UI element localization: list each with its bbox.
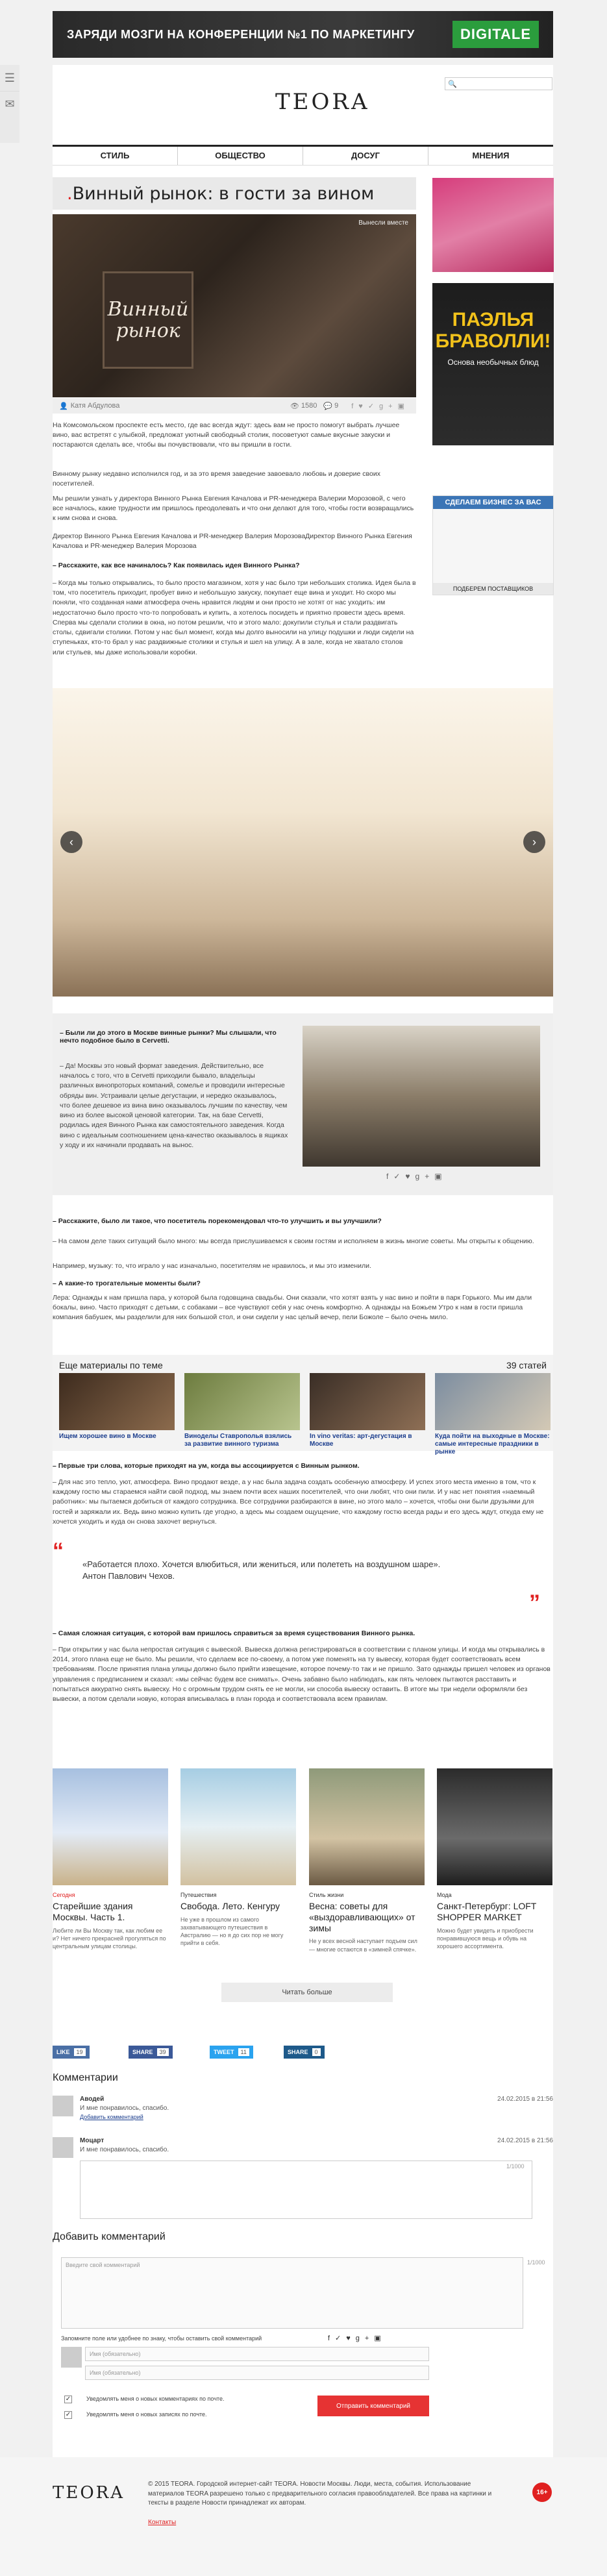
author-name[interactable]: Катя Абдулова [70, 402, 120, 410]
share-vk-button[interactable] [53, 2046, 90, 2059]
card-category: Путешествия [180, 1892, 217, 1898]
ad2-title: ПАЭЛЬЯ БРАВОЛЛИ! [435, 309, 551, 352]
related-image [59, 1373, 175, 1430]
avatar [53, 2137, 73, 2158]
comment-author: Аводей [80, 2096, 105, 2103]
related-count: 39 статей [506, 1360, 547, 1370]
reply-counter: 1/1000 [506, 2163, 525, 2170]
comment-textarea[interactable] [61, 2257, 523, 2329]
related-card[interactable] [435, 1373, 551, 1456]
avatar [61, 2347, 82, 2368]
footer-text: © 2015 TEORA. Городской интернет-сайт TEORA. Новости Москвы. Люди, места, события. Использование материалов TEORA разрешено только с предварительного согласия правообладателей. Все права на картинки и тексты в разделе Новости принадлежат их авторам. [148, 2481, 492, 2507]
hero-image [53, 214, 416, 397]
card-desc: Не у всех весной наступает подъем сил — многие остаются в «зимней спячке». [309, 1938, 417, 1953]
comments-icon: 💬 [323, 402, 335, 410]
comment-date: 24.02.2015 в 21:56 [497, 2096, 553, 2103]
nav-item-opinions[interactable]: МНЕНИЯ [472, 151, 510, 160]
views-count: 1580 [301, 402, 317, 410]
comment-text: И мне понравилось, спасибо. [80, 2105, 169, 2112]
card-desc: Можно будет увидеть и приобрести понравившуюся вещь и обувь на хорошего ассортимента. [437, 1927, 534, 1950]
question: – Были ли до этого в Москве винные рынки? Мы слышали, что нечто подобное было в Cervetti. [60, 1029, 277, 1045]
name-field[interactable]: Имя (обязательно) [85, 2347, 429, 2361]
paragraph: – На самом деле таких ситуаций было много: мы всегда прислушиваемся к своим гостям и исполняем в жизнь многие советы. Мы открыты к общению. [53, 1237, 534, 1245]
mail-icon[interactable]: ✉ [0, 91, 19, 117]
paragraph: – Для нас это тепло, уют, атмосфера. Вино продают везде, а у нас была задача создать особенную атмосферу. И успех этого места именно в том, что к каждому гостю мы стараемся найти свой подход, мы знаем почти всех наших посетителей, что они любят, что они пили. И у нас нет понятия «наемный работник»: мы пытаемся добиться от каждого сотрудника. Все сотрудники разбираются в вине, но этого мало – хочется, чтобы они были друзьями для гостей и заряжали их. Ведь вино можно купить где угодно, а здесь мы создаем ощущение, что каждому гостю всегда рады и его здесь ждут, откуда ему не хочется уходить и куда он снова захочет вернуться. [53, 1478, 544, 1526]
share-label: LIKE [56, 2049, 70, 2055]
card-image [437, 1768, 552, 1885]
related-image [184, 1373, 300, 1430]
paragraph: – Когда мы только открывались, то было просто магазином, хотя у нас было три небольших столика. Идея была в том, что посетитель приходит, пробует вино и небольшую закуску, покупает еще вина и уходит. Но скоро мы поняли, что созданная нами атмосфера очень нравится людям и они просто не хотят от нас уходить: им недостаточно было просто что-то попробовать и купить, а хотелось посидеть и приятно провести здесь время. Сперва мы сделали столики в окна, но потом решили, что и этого мало: докупили стулья и стали раздвигать столы, сдвигали столики. Потом у нас был момент, когда мы долго выносили на улицу подушки и люди сидели на ступеньках, кто-то брал у нас раздвижные столики и стулья и шел на улицу. А в зале, когда не хватало столов или стульев, мы даже использовали коробки. [53, 579, 416, 656]
related-card[interactable] [184, 1373, 300, 1448]
add-comment-title: Добавить комментарий [53, 2231, 166, 2242]
hero-sign: Винный рынок [103, 271, 193, 369]
paragraph: – Да! Москвы это новый формат заведения. Действительно, все началось с того, что в Cervetti приходили бывало, владельцы различных винопроторых компаний, сомелье и проводили интересные обряды вин. Устраивали целые дегустации, и нередко оказывалось, что более дешевое из вина вино оказывалось лучшим по качеству, чем вино из более высокой ценовой категории. Так, на базе Cervetti, родилась идея Винного Рынка как самостоятельного заведения. Когда вино с идеальным соотношением цена-качество оказывалось в ящиках у ходу и их начинали продавать на вынос. [60, 1062, 288, 1149]
card-image [53, 1768, 168, 1885]
card-title[interactable]: Весна: советы для «выздоравливающих» от зимы [309, 1901, 415, 1933]
card-title[interactable]: Свобода. Лето. Кенгуру [180, 1901, 280, 1911]
share-twitter-button[interactable] [210, 2046, 253, 2059]
paragraph: На Комсомольском проспекте есть место, где вас всегда ждут: здесь вам не просто помогут выбрать лучшее вино, вас встретят с улыбкой, предложат уютный свободный столик, посоветуют самые вкусные закуски и постараются сделать все, чтобы вы почувствовали, что вы пришли в гости. [53, 421, 400, 449]
quote-open-icon: “ [53, 1539, 64, 1563]
search-input[interactable] [445, 77, 552, 90]
comment-placeholder: Введите свой комментарий [66, 2262, 140, 2268]
paragraph: – При открытии у нас была непростая ситуация с вывеской. Вывеска должна регистрироваться в соответствии с планом улицы. И когда мы открывались в 2014, этого плана еще не было. Мы решили, что сделаем все по-своему, а потом уже поменять на ту вывеску, которая будет соответствовать всем требованиям. После принятия плана улицы должно было прийти извещение, которое почему-то так и не пришло. Зато однажды пришел человек из органов управления с предписанием и сказал: «мы сейчас будем все снимать». Очень забавно было наблюдать, как пять человек пытаются расставить и попытаться аккуратно снять вывеску. Но с огромным трудом снять ее не могли, ни способа вывеску оставить. В итоге мы три недели оформляли без вывески, а потом сделали новую, которая вписывалась в план города и соответствовала всем правилам. [53, 1646, 551, 1703]
photo-gallery [53, 688, 553, 997]
article-title: . Винный рынок: в гости за вином [53, 177, 416, 210]
share-count: 19 [74, 2048, 86, 2056]
nav-item-style[interactable]: СТИЛЬ [53, 147, 178, 165]
question: – Расскажите, было ли такое, что посетитель порекомендовал что-то улучшить и вы улучшили? [53, 1217, 382, 1225]
card-image [180, 1768, 296, 1885]
comment-date: 24.02.2015 в 21:56 [497, 2137, 553, 2144]
views-icon: 👁 [290, 402, 301, 410]
share-count: 39 [157, 2048, 169, 2056]
card-category: Мода [437, 1892, 452, 1898]
reply-link[interactable]: Добавить комментарий [80, 2114, 143, 2120]
email-field[interactable]: Имя (обязательно) [85, 2366, 429, 2380]
comment-counter: 1/1000 [527, 2259, 545, 2266]
ad3-title: СДЕЛАЕМ БИЗНЕС ЗА ВАС [433, 496, 553, 509]
related-card[interactable] [310, 1373, 425, 1448]
paragraph: Например, музыку: то, что играло у нас изначально, посетителям не нравилось, и мы это изменили. [53, 1262, 371, 1270]
image-caption: Вынесли вместе [358, 219, 408, 227]
paragraph: Винному рынку недавно исполнился год, и за это время заведение завоевало любовь и доверие своих посетителей. [53, 470, 380, 488]
notify-comments-label: Уведомлять меня о новых комментариях по почте. [86, 2396, 225, 2402]
gallery-next-button[interactable]: › [523, 831, 545, 853]
related-articles [53, 1355, 553, 1455]
age-badge: 16+ [532, 2483, 552, 2502]
question: – Расскажите, как все начиналось? Как появилась идея Винного Рынка? [53, 562, 300, 569]
pull-quote [53, 1539, 553, 1623]
read-more-button[interactable]: Читать больше [221, 1983, 393, 2002]
wine-shelf-image [303, 1026, 540, 1167]
related-title: Еще материалы по теме [59, 1360, 163, 1370]
reply-textarea[interactable] [80, 2161, 532, 2219]
question: – А какие-то трогательные моменты были? [53, 1280, 201, 1287]
card-desc: Не уже в прошлом из самого захватывающего путешествия в Австралию — но я до сих пор не могу прийти в себя. [180, 1916, 284, 1947]
avatar [53, 2096, 73, 2116]
nav-item-society[interactable]: ОБЩЕСТВО [178, 147, 303, 165]
contacts-link[interactable]: Контакты [148, 2519, 177, 2526]
comment-author: Моцарт [80, 2137, 105, 2144]
banner-logo: DIGITALE [452, 21, 539, 48]
related-card-title[interactable]: In vino veritas: арт-дегустация в Москве [310, 1433, 412, 1448]
ad3-footer: ПОДБЕРЕМ ПОСТАВЩИКОВ [433, 583, 553, 595]
comment-text: И мне понравилось, спасибо. [80, 2146, 169, 2153]
card-category: Сегодня [53, 1892, 75, 1898]
comments-title: Комментарии [53, 2072, 118, 2083]
comments-count: 9 [334, 402, 339, 410]
notify-comments-checkbox[interactable]: ✓ [65, 2396, 71, 2403]
related-card-title[interactable]: Куда пойти на выходные в Москве: самые интересные праздники в рынке [435, 1433, 550, 1455]
menu-icon[interactable]: ☰ [4, 71, 16, 84]
notify-posts-checkbox[interactable]: ✓ [65, 2411, 71, 2418]
quote-author: Антон Павлович Чехов. [82, 1571, 175, 1581]
question: – Самая сложная ситуация, с которой вам пришлось справиться за время существования Винного рынка. [53, 1629, 415, 1637]
ad-banner-2[interactable] [432, 283, 554, 445]
footer [0, 2457, 607, 2576]
question: – Первые три слова, которые приходят на ум, когда вы ассоциируется с Винным рынком. [53, 1462, 360, 1470]
left-sidebar [0, 65, 19, 143]
related-card-title[interactable]: Виноделы Ставрополья взялись за развитие винного туризма [184, 1433, 292, 1448]
article-card[interactable] [309, 1768, 425, 1953]
article-card[interactable] [180, 1768, 296, 1947]
share-label: SHARE [288, 2049, 308, 2055]
site-logo[interactable]: TEORA [275, 89, 370, 115]
article-meta [53, 398, 416, 414]
share-linkedin-button[interactable] [284, 2046, 325, 2059]
card-desc: Любите ли Вы Москву так, как любим ее и? Нет ничего прекрасней прогуляться по центральным улицам столицы. [53, 1927, 166, 1950]
paragraph: Лера: Однажды к нам пришла пара, у которой была годовщина свадьбы. Они сказали, что хотят взять у нас вино и пойти в парк Горького. Мы им дали бокалы, вино. Часто приходят с детьми, с собаками – все чувствуют себя у нас очень комфортно. А однажды на Божьем Утро к нам в гости пришла компания бабушек, мы разделили для них большой стол, и они сидели у нас целый вечер, пели Божоле – было очень мило. [53, 1294, 532, 1322]
card-title[interactable]: Старейшие здания Москвы. Часть 1. [53, 1901, 133, 1922]
card-title[interactable]: Санкт-Петербург: LOFT SHOPPER MARKET [437, 1901, 537, 1922]
related-card[interactable] [59, 1373, 175, 1441]
quote-close-icon: ” [529, 1591, 540, 1615]
share-count: 11 [238, 2048, 249, 2056]
main-nav [53, 145, 553, 166]
banner-text: ЗАРЯДИ МОЗГИ НА КОНФЕРЕНЦИИ №1 ПО МАРКЕТИНГУ [67, 27, 415, 41]
quote-text: «Работается плохо. Хочется влюбиться, или жениться, или полететь на воздушном шаре». [82, 1559, 441, 1569]
article-card[interactable] [437, 1768, 552, 1950]
share-label: TWEET [214, 2049, 234, 2055]
related-card-title[interactable]: Ищем хорошее вино в Москве [59, 1433, 156, 1440]
share-count: 0 [312, 2048, 321, 2056]
article-title-text: Винный рынок: в гости за вином [72, 183, 375, 204]
card-category: Стиль жизни [309, 1892, 344, 1898]
gallery-prev-button[interactable]: ‹ [60, 831, 82, 853]
social-login-icons[interactable]: f✓♥g+▣ [328, 2334, 386, 2342]
paragraph: Мы решили узнать у директора Винного Рынка Евгения Качалова и PR-менеджера Валерии Морозовой, с чего все началось, какие трудности им пришлось преодолевать и что они делают для того, чтобы гости возвращались к ним снова и снова. [53, 495, 414, 523]
ad-banner-3[interactable] [432, 495, 554, 595]
share-facebook-button[interactable] [129, 2046, 173, 2059]
login-note: Запомните поле или удобнее по знаку, чтобы оставить свой комментарий [61, 2335, 262, 2342]
article-card[interactable] [53, 1768, 168, 1950]
ad-banner-1[interactable] [432, 178, 554, 272]
paragraph: Директор Винного Рынка Евгения Качалова и PR-менеджер Валерия МорозоваДиректор Винного Рынка Евгения Качалова и PR-менеджер Валерия Морозова [53, 532, 412, 551]
social-share-icons[interactable]: f✓♥g+▣ [386, 1172, 447, 1181]
share-label: SHARE [132, 2049, 153, 2055]
card-image [309, 1768, 425, 1885]
related-image [435, 1373, 551, 1430]
nav-item-leisure[interactable]: ДОСУГ [303, 147, 428, 165]
social-share-icons[interactable]: f♥✓g+▣ [351, 402, 410, 410]
notify-posts-label: Уведомлять меня о новых записях по почте. [86, 2411, 207, 2418]
ad2-sub: Основа необычных блюд [447, 358, 539, 367]
footer-logo[interactable]: TEORA [53, 2483, 125, 2503]
author-icon: 👤 [59, 402, 68, 410]
related-image [310, 1373, 425, 1430]
search-icon: 🔍 [448, 80, 457, 88]
submit-comment-button[interactable]: Отправить комментарий [317, 2396, 429, 2416]
top-banner[interactable] [53, 11, 553, 58]
